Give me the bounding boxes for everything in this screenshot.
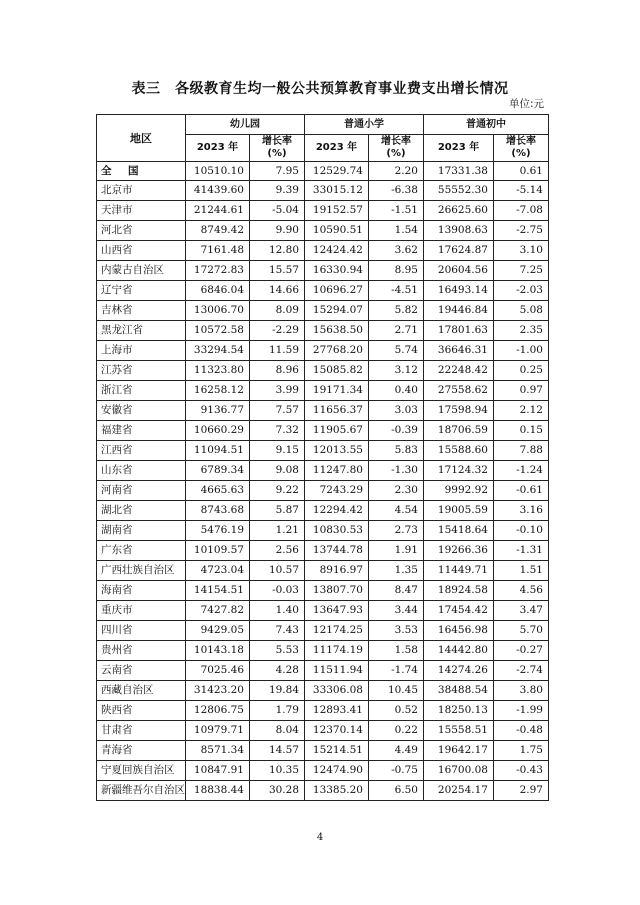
table-row: [97, 441, 549, 461]
primary-2023-cell: 19171.34: [305, 381, 369, 401]
junior-growth-cell: -0.61: [494, 481, 549, 501]
kindergarten-2023-cell: 11323.80: [186, 361, 250, 381]
kindergarten-growth-cell: 8.96: [250, 361, 305, 381]
junior-2023-cell: 9992.92: [424, 481, 494, 501]
junior-2023-cell: 22248.42: [424, 361, 494, 381]
region-cell: 辽宁省: [97, 281, 186, 301]
year-column-header: 2023 年: [424, 135, 494, 162]
junior-middle-group-header: 普通初中: [424, 115, 549, 135]
region-cell: 甘肃省: [97, 721, 186, 741]
region-cell: 湖北省: [97, 501, 186, 521]
region-cell: 江西省: [97, 441, 186, 461]
primary-growth-cell: 1.54: [369, 221, 424, 241]
region-cell: 重庆市: [97, 601, 186, 621]
growth-column-header: [494, 135, 549, 162]
page-number: 4: [316, 832, 324, 843]
junior-growth-cell: 1.51: [494, 561, 549, 581]
table-row: [97, 241, 549, 261]
primary-2023-cell: 15294.07: [305, 301, 369, 321]
junior-2023-cell: 11449.71: [424, 561, 494, 581]
primary-growth-cell: 6.50: [369, 781, 424, 801]
percent-label: (%): [386, 148, 406, 159]
kindergarten-2023-cell: 4665.63: [186, 481, 250, 501]
junior-2023-cell: 18250.13: [424, 701, 494, 721]
region-cell: 广西壮族自治区: [97, 561, 186, 581]
kindergarten-2023-cell: 12806.75: [186, 701, 250, 721]
region-cell: 浙江省: [97, 381, 186, 401]
table-row: [97, 501, 549, 521]
junior-growth-cell: -2.75: [494, 221, 549, 241]
junior-growth-cell: 0.61: [494, 162, 549, 181]
primary-2023-cell: 12893.41: [305, 701, 369, 721]
primary-growth-cell: 4.54: [369, 501, 424, 521]
kindergarten-2023-cell: 10847.91: [186, 761, 250, 781]
kindergarten-2023-cell: 7025.46: [186, 661, 250, 681]
kindergarten-2023-cell: 10572.58: [186, 321, 250, 341]
primary-2023-cell: 15085.82: [305, 361, 369, 381]
primary-growth-cell: 3.03: [369, 401, 424, 421]
primary-growth-cell: 8.95: [369, 261, 424, 281]
primary-growth-cell: 2.71: [369, 321, 424, 341]
table-row: [97, 321, 549, 341]
region-cell: 四川省: [97, 621, 186, 641]
junior-growth-cell: 0.25: [494, 361, 549, 381]
table-row: [97, 781, 549, 801]
junior-2023-cell: 17331.38: [424, 162, 494, 181]
region-cell: 海南省: [97, 581, 186, 601]
table-row-national-total: [97, 162, 549, 181]
junior-2023-cell: 36646.31: [424, 341, 494, 361]
table-row: [97, 301, 549, 321]
table-row: [97, 601, 549, 621]
kindergarten-growth-cell: 8.04: [250, 721, 305, 741]
kindergarten-2023-cell: 4723.04: [186, 561, 250, 581]
primary-2023-cell: 12424.42: [305, 241, 369, 261]
growth-label: 增长率: [262, 136, 292, 147]
kindergarten-growth-cell: 7.43: [250, 621, 305, 641]
region-cell: 福建省: [97, 421, 186, 441]
kindergarten-group-header: 幼儿园: [186, 115, 305, 135]
junior-2023-cell: 18706.59: [424, 421, 494, 441]
junior-growth-cell: -1.00: [494, 341, 549, 361]
kindergarten-2023-cell: 11094.51: [186, 441, 250, 461]
junior-growth-cell: 3.80: [494, 681, 549, 701]
region-cell: 安徽省: [97, 401, 186, 421]
kindergarten-growth-cell: 19.84: [250, 681, 305, 701]
primary-growth-cell: 0.52: [369, 701, 424, 721]
table-row: [97, 261, 549, 281]
primary-2023-cell: 13744.78: [305, 541, 369, 561]
primary-growth-cell: 0.40: [369, 381, 424, 401]
kindergarten-growth-cell: 11.59: [250, 341, 305, 361]
junior-2023-cell: 16456.98: [424, 621, 494, 641]
kindergarten-growth-cell: 30.28: [250, 781, 305, 801]
junior-growth-cell: 2.97: [494, 781, 549, 801]
junior-2023-cell: 19005.59: [424, 501, 494, 521]
primary-2023-cell: 33306.08: [305, 681, 369, 701]
junior-growth-cell: -7.08: [494, 201, 549, 221]
primary-2023-cell: 11247.80: [305, 461, 369, 481]
region-cell: 上海市: [97, 341, 186, 361]
primary-2023-cell: 12174.25: [305, 621, 369, 641]
region-column-header: 地区: [97, 115, 186, 162]
table-row: [97, 341, 549, 361]
kindergarten-2023-cell: 9429.05: [186, 621, 250, 641]
kindergarten-growth-cell: 9.15: [250, 441, 305, 461]
year-column-header: 2023 年: [305, 135, 369, 162]
region-cell: 河南省: [97, 481, 186, 501]
table-row: [97, 221, 549, 241]
kindergarten-2023-cell: 13006.70: [186, 301, 250, 321]
region-cell: 新疆维吾尔自治区: [97, 781, 186, 801]
junior-growth-cell: 7.25: [494, 261, 549, 281]
primary-2023-cell: 12013.55: [305, 441, 369, 461]
junior-growth-cell: -1.24: [494, 461, 549, 481]
junior-2023-cell: 26625.60: [424, 201, 494, 221]
table-header: [97, 115, 549, 162]
region-cell: 黑龙江省: [97, 321, 186, 341]
kindergarten-2023-cell: 10510.10: [186, 162, 250, 181]
junior-2023-cell: 17624.87: [424, 241, 494, 261]
kindergarten-2023-cell: 7427.82: [186, 601, 250, 621]
junior-2023-cell: 17454.42: [424, 601, 494, 621]
table-row: [97, 181, 549, 201]
header-group-row: [97, 115, 549, 135]
junior-2023-cell: 17124.32: [424, 461, 494, 481]
primary-2023-cell: 13385.20: [305, 781, 369, 801]
primary-2023-cell: 13647.93: [305, 601, 369, 621]
junior-2023-cell: 14274.26: [424, 661, 494, 681]
table-row: [97, 681, 549, 701]
kindergarten-2023-cell: 18838.44: [186, 781, 250, 801]
table-row: [97, 421, 549, 441]
kindergarten-growth-cell: 12.80: [250, 241, 305, 261]
primary-growth-cell: 3.53: [369, 621, 424, 641]
kindergarten-2023-cell: 31423.20: [186, 681, 250, 701]
primary-growth-cell: 3.44: [369, 601, 424, 621]
junior-growth-cell: 2.12: [494, 401, 549, 421]
table-row: [97, 541, 549, 561]
region-cell: 贵州省: [97, 641, 186, 661]
primary-growth-cell: 0.22: [369, 721, 424, 741]
primary-growth-cell: -4.51: [369, 281, 424, 301]
kindergarten-growth-cell: 10.57: [250, 561, 305, 581]
kindergarten-growth-cell: 9.39: [250, 181, 305, 201]
table-row: [97, 581, 549, 601]
junior-2023-cell: 13908.63: [424, 221, 494, 241]
region-cell: 天津市: [97, 201, 186, 221]
junior-growth-cell: -5.14: [494, 181, 549, 201]
kindergarten-growth-cell: 5.53: [250, 641, 305, 661]
kindergarten-2023-cell: 5476.19: [186, 521, 250, 541]
percent-label: (%): [267, 148, 287, 159]
junior-growth-cell: 3.16: [494, 501, 549, 521]
kindergarten-2023-cell: 6846.04: [186, 281, 250, 301]
kindergarten-2023-cell: 41439.60: [186, 181, 250, 201]
primary-2023-cell: 15638.50: [305, 321, 369, 341]
primary-growth-cell: 5.74: [369, 341, 424, 361]
primary-2023-cell: 19152.57: [305, 201, 369, 221]
region-cell: 宁夏回族自治区: [97, 761, 186, 781]
junior-growth-cell: 3.10: [494, 241, 549, 261]
junior-2023-cell: 18924.58: [424, 581, 494, 601]
education-expenditure-table: [96, 114, 549, 801]
kindergarten-growth-cell: 7.95: [250, 162, 305, 181]
kindergarten-growth-cell: 1.79: [250, 701, 305, 721]
growth-column-header: [250, 135, 305, 162]
junior-growth-cell: 5.08: [494, 301, 549, 321]
primary-2023-cell: 11656.37: [305, 401, 369, 421]
unit-label: 单位:元: [508, 98, 544, 110]
region-cell: 湖南省: [97, 521, 186, 541]
table-row: [97, 741, 549, 761]
primary-growth-cell: 3.62: [369, 241, 424, 261]
primary-growth-cell: 1.35: [369, 561, 424, 581]
kindergarten-growth-cell: 7.32: [250, 421, 305, 441]
primary-growth-cell: -1.74: [369, 661, 424, 681]
table-row: [97, 281, 549, 301]
table-row: [97, 461, 549, 481]
table-row: [97, 761, 549, 781]
table-body: [97, 162, 549, 801]
table-row: [97, 201, 549, 221]
primary-2023-cell: 33015.12: [305, 181, 369, 201]
table-title: 表三 各级教育生均一般公共预算教育事业费支出增长情况: [131, 81, 509, 97]
percent-label: (%): [511, 148, 531, 159]
junior-growth-cell: -0.43: [494, 761, 549, 781]
kindergarten-2023-cell: 17272.83: [186, 261, 250, 281]
table-row: [97, 701, 549, 721]
primary-growth-cell: 2.73: [369, 521, 424, 541]
primary-growth-cell: 2.30: [369, 481, 424, 501]
junior-2023-cell: 20254.17: [424, 781, 494, 801]
primary-growth-cell: -0.39: [369, 421, 424, 441]
primary-growth-cell: 5.82: [369, 301, 424, 321]
primary-growth-cell: 10.45: [369, 681, 424, 701]
junior-growth-cell: -0.27: [494, 641, 549, 661]
kindergarten-growth-cell: 9.08: [250, 461, 305, 481]
junior-growth-cell: 4.56: [494, 581, 549, 601]
kindergarten-growth-cell: 1.21: [250, 521, 305, 541]
primary-growth-cell: 4.49: [369, 741, 424, 761]
junior-growth-cell: -0.10: [494, 521, 549, 541]
kindergarten-2023-cell: 10109.57: [186, 541, 250, 561]
kindergarten-2023-cell: 21244.61: [186, 201, 250, 221]
primary-2023-cell: 16330.94: [305, 261, 369, 281]
kindergarten-growth-cell: -0.03: [250, 581, 305, 601]
primary-2023-cell: 12529.74: [305, 162, 369, 181]
kindergarten-2023-cell: 8749.42: [186, 221, 250, 241]
primary-growth-cell: -0.75: [369, 761, 424, 781]
region-cell: 北京市: [97, 181, 186, 201]
kindergarten-growth-cell: 9.22: [250, 481, 305, 501]
table-row: [97, 381, 549, 401]
year-column-header: 2023 年: [186, 135, 250, 162]
kindergarten-2023-cell: 10143.18: [186, 641, 250, 661]
table-row: [97, 621, 549, 641]
kindergarten-growth-cell: 5.87: [250, 501, 305, 521]
table-row: [97, 721, 549, 741]
junior-2023-cell: 55552.30: [424, 181, 494, 201]
region-cell: 西藏自治区: [97, 681, 186, 701]
junior-growth-cell: -1.99: [494, 701, 549, 721]
growth-column-header: [369, 135, 424, 162]
primary-growth-cell: 1.58: [369, 641, 424, 661]
junior-growth-cell: 2.35: [494, 321, 549, 341]
kindergarten-2023-cell: 8743.68: [186, 501, 250, 521]
kindergarten-2023-cell: 10979.71: [186, 721, 250, 741]
kindergarten-2023-cell: 9136.77: [186, 401, 250, 421]
junior-2023-cell: 19446.84: [424, 301, 494, 321]
growth-label: 增长率: [381, 136, 411, 147]
junior-growth-cell: 0.97: [494, 381, 549, 401]
junior-growth-cell: 1.75: [494, 741, 549, 761]
region-cell: 云南省: [97, 661, 186, 681]
kindergarten-2023-cell: 14154.51: [186, 581, 250, 601]
primary-growth-cell: 1.91: [369, 541, 424, 561]
junior-2023-cell: 16493.14: [424, 281, 494, 301]
kindergarten-growth-cell: 3.99: [250, 381, 305, 401]
kindergarten-2023-cell: 6789.34: [186, 461, 250, 481]
junior-2023-cell: 15558.51: [424, 721, 494, 741]
region-cell: 山西省: [97, 241, 186, 261]
primary-2023-cell: 13807.70: [305, 581, 369, 601]
primary-2023-cell: 10830.53: [305, 521, 369, 541]
kindergarten-2023-cell: 16258.12: [186, 381, 250, 401]
kindergarten-growth-cell: 2.56: [250, 541, 305, 561]
kindergarten-2023-cell: 10660.29: [186, 421, 250, 441]
primary-growth-cell: 5.83: [369, 441, 424, 461]
junior-2023-cell: 15418.64: [424, 521, 494, 541]
kindergarten-growth-cell: 8.09: [250, 301, 305, 321]
table-row: [97, 361, 549, 381]
primary-2023-cell: 11174.19: [305, 641, 369, 661]
region-cell: 全 国: [97, 162, 186, 181]
junior-2023-cell: 17801.63: [424, 321, 494, 341]
primary-2023-cell: 12370.14: [305, 721, 369, 741]
growth-label: 增长率: [506, 136, 536, 147]
kindergarten-growth-cell: 15.57: [250, 261, 305, 281]
junior-growth-cell: -0.48: [494, 721, 549, 741]
primary-2023-cell: 7243.29: [305, 481, 369, 501]
primary-2023-cell: 10696.27: [305, 281, 369, 301]
primary-growth-cell: -1.30: [369, 461, 424, 481]
kindergarten-growth-cell: 4.28: [250, 661, 305, 681]
kindergarten-growth-cell: 14.57: [250, 741, 305, 761]
kindergarten-growth-cell: 14.66: [250, 281, 305, 301]
kindergarten-2023-cell: 33294.54: [186, 341, 250, 361]
junior-growth-cell: 3.47: [494, 601, 549, 621]
primary-2023-cell: 10590.51: [305, 221, 369, 241]
table-row: [97, 401, 549, 421]
table-row: [97, 561, 549, 581]
junior-2023-cell: 16700.08: [424, 761, 494, 781]
primary-2023-cell: 12474.90: [305, 761, 369, 781]
kindergarten-growth-cell: 9.90: [250, 221, 305, 241]
primary-growth-cell: -6.38: [369, 181, 424, 201]
region-cell: 陕西省: [97, 701, 186, 721]
junior-growth-cell: -2.03: [494, 281, 549, 301]
region-cell: 山东省: [97, 461, 186, 481]
kindergarten-growth-cell: 1.40: [250, 601, 305, 621]
junior-growth-cell: 0.15: [494, 421, 549, 441]
kindergarten-growth-cell: -5.04: [250, 201, 305, 221]
junior-growth-cell: -2.74: [494, 661, 549, 681]
kindergarten-2023-cell: 7161.48: [186, 241, 250, 261]
region-cell: 吉林省: [97, 301, 186, 321]
primary-2023-cell: 8916.97: [305, 561, 369, 581]
junior-2023-cell: 14442.80: [424, 641, 494, 661]
primary-2023-cell: 27768.20: [305, 341, 369, 361]
primary-growth-cell: 2.20: [369, 162, 424, 181]
table-row: [97, 661, 549, 681]
primary-2023-cell: 11905.67: [305, 421, 369, 441]
kindergarten-growth-cell: 7.57: [250, 401, 305, 421]
junior-2023-cell: 20604.56: [424, 261, 494, 281]
region-cell: 青海省: [97, 741, 186, 761]
junior-2023-cell: 15588.60: [424, 441, 494, 461]
primary-2023-cell: 12294.42: [305, 501, 369, 521]
junior-growth-cell: 7.88: [494, 441, 549, 461]
table-row: [97, 521, 549, 541]
region-cell: 内蒙古自治区: [97, 261, 186, 281]
primary-2023-cell: 15214.51: [305, 741, 369, 761]
primary-growth-cell: 8.47: [369, 581, 424, 601]
junior-growth-cell: 5.70: [494, 621, 549, 641]
table-row: [97, 481, 549, 501]
kindergarten-2023-cell: 8571.34: [186, 741, 250, 761]
kindergarten-growth-cell: -2.29: [250, 321, 305, 341]
table-row: [97, 641, 549, 661]
junior-2023-cell: 19642.17: [424, 741, 494, 761]
junior-growth-cell: -1.31: [494, 541, 549, 561]
region-cell: 江苏省: [97, 361, 186, 381]
primary-school-group-header: 普通小学: [305, 115, 424, 135]
primary-growth-cell: 3.12: [369, 361, 424, 381]
primary-growth-cell: -1.51: [369, 201, 424, 221]
region-cell: 河北省: [97, 221, 186, 241]
junior-2023-cell: 19266.36: [424, 541, 494, 561]
junior-2023-cell: 27558.62: [424, 381, 494, 401]
region-cell: 广东省: [97, 541, 186, 561]
junior-2023-cell: 38488.54: [424, 681, 494, 701]
junior-2023-cell: 17598.94: [424, 401, 494, 421]
kindergarten-growth-cell: 10.35: [250, 761, 305, 781]
primary-2023-cell: 11511.94: [305, 661, 369, 681]
